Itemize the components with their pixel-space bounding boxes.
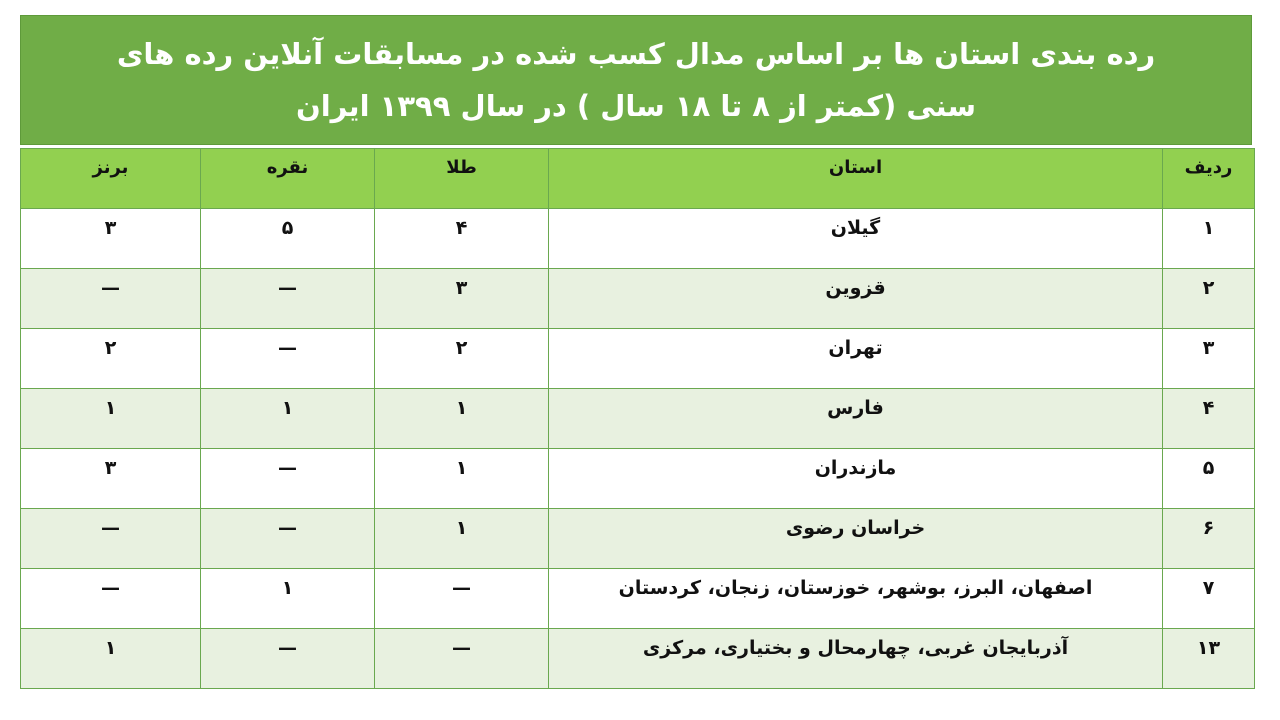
province-cell: آذربایجان غربی، چهارمحال و بختیاری، مرکزی <box>549 629 1163 689</box>
gold-cell: ۴ <box>375 209 549 269</box>
rank-cell: ۴ <box>1163 389 1255 449</box>
province-cell: خراسان رضوی <box>549 509 1163 569</box>
province-cell: مازندران <box>549 449 1163 509</box>
silver-cell: — <box>201 449 375 509</box>
bronze-cell: ۳ <box>21 449 201 509</box>
silver-cell: ۱ <box>201 569 375 629</box>
header-silver: نقره <box>201 149 375 209</box>
header-gold: طلا <box>375 149 549 209</box>
gold-cell: ۲ <box>375 329 549 389</box>
bronze-cell: — <box>21 509 201 569</box>
header-rank: ردیف <box>1163 149 1255 209</box>
gold-cell: — <box>375 629 549 689</box>
province-cell: قزوین <box>549 269 1163 329</box>
silver-cell: — <box>201 269 375 329</box>
rank-cell: ۱ <box>1163 209 1255 269</box>
province-cell: فارس <box>549 389 1163 449</box>
table-row <box>21 449 1255 509</box>
header-bronze: برنز <box>21 149 201 209</box>
bronze-cell: ۱ <box>21 389 201 449</box>
province-cell: گیلان <box>549 209 1163 269</box>
ranking-document <box>20 15 1254 695</box>
table-row <box>21 569 1255 629</box>
gold-cell: — <box>375 569 549 629</box>
silver-cell: — <box>201 329 375 389</box>
table-row <box>21 629 1255 689</box>
silver-cell: — <box>201 509 375 569</box>
table-row <box>21 209 1255 269</box>
rank-cell: ۱۳ <box>1163 629 1255 689</box>
table-row <box>21 329 1255 389</box>
title-line-1: رده بندی استان ها بر اساس مدال کسب شده در مسابقات آنلاین رده های <box>116 37 1156 71</box>
silver-cell: — <box>201 629 375 689</box>
bronze-cell: — <box>21 569 201 629</box>
table-row <box>21 269 1255 329</box>
title-line-2: سنی (کمتر از ۸ تا ۱۸ سال ) در سال ۱۳۹۹ ایران <box>295 89 977 123</box>
rank-cell: ۳ <box>1163 329 1255 389</box>
province-cell: اصفهان، البرز، بوشهر، خوزستان، زنجان، کردستان <box>549 569 1163 629</box>
rank-cell: ۵ <box>1163 449 1255 509</box>
bronze-cell: ۳ <box>21 209 201 269</box>
rank-cell: ۶ <box>1163 509 1255 569</box>
silver-cell: ۱ <box>201 389 375 449</box>
table-row <box>21 389 1255 449</box>
province-cell: تهران <box>549 329 1163 389</box>
bronze-cell: ۱ <box>21 629 201 689</box>
gold-cell: ۳ <box>375 269 549 329</box>
gold-cell: ۱ <box>375 509 549 569</box>
bronze-cell: — <box>21 269 201 329</box>
rank-cell: ۷ <box>1163 569 1255 629</box>
gold-cell: ۱ <box>375 389 549 449</box>
rank-cell: ۲ <box>1163 269 1255 329</box>
medal-ranking-table <box>20 148 1255 689</box>
page-title <box>51 28 1221 132</box>
gold-cell: ۱ <box>375 449 549 509</box>
silver-cell: ۵ <box>201 209 375 269</box>
table-header-row <box>21 149 1255 209</box>
table-row <box>21 509 1255 569</box>
bronze-cell: ۲ <box>21 329 201 389</box>
title-banner <box>20 15 1252 145</box>
header-province: استان <box>549 149 1163 209</box>
